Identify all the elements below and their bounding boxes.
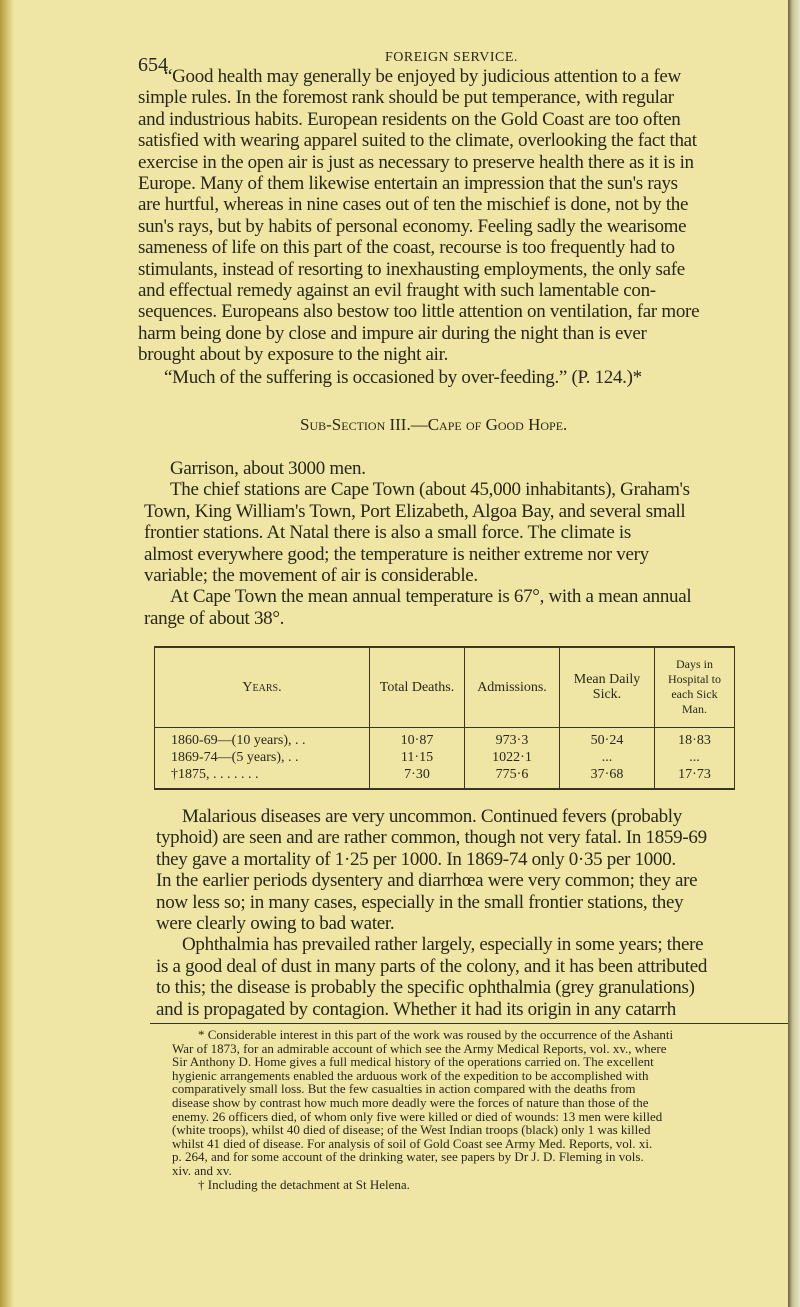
table-cell-value: 18·83 bbox=[678, 733, 711, 749]
page-number: 654 bbox=[138, 54, 168, 76]
next-page-edge bbox=[788, 0, 800, 1307]
text-line: brought about by exposure to the night air. bbox=[138, 344, 449, 366]
col-header-admissions: Admissions. bbox=[465, 647, 560, 727]
text-line: War of 1873, for an admirable account of which see the Army Medical Reports, vol. xv., where bbox=[172, 1040, 667, 1056]
footnotes bbox=[172, 1028, 673, 1191]
col-header-days-in-hospital: Days in Hospital to each Sick Man. bbox=[655, 647, 735, 727]
statistics-table bbox=[154, 646, 735, 790]
text-line: typhoid) are seen and are rather common, though not very fatal. In 1859-69 bbox=[156, 827, 707, 849]
table-cell-value: 11·15 bbox=[400, 750, 434, 766]
cell-mean-daily-sick bbox=[560, 727, 655, 789]
cell-admissions bbox=[465, 727, 560, 789]
text-line: frontier stations. At Natal there is also a small force. The climate is bbox=[144, 522, 631, 544]
text-line: disease show by contrast how much more deadly were the forces of nature than those of the bbox=[172, 1094, 649, 1110]
table-cell-value: ... bbox=[689, 750, 700, 766]
text-line: Sir Anthony D. Home gives a full medical history of the operations carried on. The excellent bbox=[172, 1054, 654, 1070]
text-line: and effectual remedy against an evil fraught with such lamentable con- bbox=[138, 280, 656, 302]
text-line: In the earlier periods dysentery and diarrhœa were very common; they are bbox=[156, 870, 698, 892]
table-cell-value: 37·68 bbox=[590, 767, 624, 783]
text-line: are hurtful, whereas in nine cases out of ten the mischief is done, not by the bbox=[138, 194, 689, 216]
text-line: variable; the movement of air is considerable. bbox=[144, 565, 478, 587]
table-cell-value: ... bbox=[601, 750, 613, 766]
table-cell-value: 50·24 bbox=[590, 733, 624, 749]
text-line: xiv. and xv. bbox=[172, 1162, 232, 1178]
cell-deaths bbox=[370, 727, 465, 789]
text-line: comparatively small loss. But the few casualties in action compared with the deaths from bbox=[172, 1081, 636, 1097]
text-line: Garrison, about 3000 men. bbox=[170, 458, 366, 479]
table-cell-value: 1022·1 bbox=[492, 750, 532, 766]
table-cell-value: 1869-74—(5 years), . . bbox=[171, 750, 299, 766]
text-line: Malarious diseases are very uncommon. Continued fevers (probably bbox=[182, 806, 682, 827]
running-head: FOREIGN SERVICE. bbox=[385, 50, 518, 65]
text-line: satisfied with wearing apparel suited to the climate, overlooking the fact that bbox=[138, 130, 697, 152]
text-line: (white troops), whilst 40 died of disease; of the West Indian troops (black) only 1 was killed bbox=[172, 1122, 651, 1138]
text-line: Ophthalmia has prevailed rather largely, especially in some years; there bbox=[182, 934, 704, 956]
subsection-heading: Sub-Section III.—Cape of Good Hope. bbox=[300, 415, 568, 434]
col-header-deaths: Total Deaths. bbox=[370, 647, 465, 727]
text-line: and industrious habits. European residents on the Gold Coast are too often bbox=[138, 108, 681, 130]
text-line: * Considerable interest in this part of the work was roused by the occurrence of the Ashanti bbox=[198, 1027, 674, 1042]
table-cell-value: 10·87 bbox=[400, 733, 434, 749]
quote-overfeeding: “Much of the suffering is occasioned by over-feeding.” (P. 124.)* bbox=[164, 367, 642, 388]
text-line: almost everywhere good; the temperature is neither extreme nor very bbox=[144, 543, 649, 565]
paragraph-cape bbox=[144, 458, 691, 629]
text-line: were clearly owing to bad water. bbox=[156, 913, 395, 935]
text-line: Town, King William's Town, Port Elizabeth, Algoa Bay, and several small bbox=[144, 500, 686, 522]
text-line: sun's rays, but by habits of personal economy. Feeling sadly the wearisome bbox=[138, 215, 687, 237]
text-line: and is propagated by contagion. Whether it had its origin in any catarrh bbox=[156, 998, 676, 1020]
text-line: Europe. Many of them likewise entertain an impression that the sun's rays bbox=[138, 173, 678, 195]
table-cell-value: 1860-69—(10 years), . . bbox=[171, 733, 306, 749]
cell-days-in-hospital bbox=[655, 727, 735, 789]
table-cell-value: 973·3 bbox=[495, 733, 529, 749]
text-line: range of about 38°. bbox=[144, 607, 285, 629]
col-header-years: Years. bbox=[155, 647, 370, 727]
text-line: hygienic arrangements enabled the arduous work of the expedition to be accomplished with bbox=[172, 1067, 649, 1083]
cell-years bbox=[155, 727, 370, 789]
table-cell-value: 17·73 bbox=[678, 767, 711, 783]
text-line: they gave a mortality of 1·25 per 1000. In 1869-74 only 0·35 per 1000. bbox=[156, 848, 676, 870]
text-line: The chief stations are Cape Town (about 45,000 inhabitants), Graham's bbox=[170, 479, 690, 501]
table-cell-value: 7·30 bbox=[404, 767, 430, 783]
text-line: At Cape Town the mean annual temperature is 67°, with a mean annual bbox=[170, 586, 692, 608]
footnote-rule bbox=[150, 1023, 788, 1024]
text-line: sameness of life on this part of the coast, recourse is too frequently had to bbox=[138, 237, 675, 259]
text-line: “Good health may generally be enjoyed by judicious attention to a few bbox=[164, 66, 681, 87]
text-line: to this; the disease is probably the specific ophthalmia (grey granulations) bbox=[156, 977, 695, 999]
text-line: stimulants, instead of resorting to inexhausting employments, the only safe bbox=[138, 258, 685, 280]
text-line: † Including the detachment at St Helena. bbox=[198, 1176, 410, 1192]
paragraph-gold-coast-quote bbox=[138, 66, 699, 366]
text-line: whilst 41 died of disease. For analysis of soil of Gold Coast see Army Med. Reports, vol. xi. bbox=[172, 1135, 653, 1151]
text-line: enemy. 26 officers died, of whom only five were killed or died of wounds: 13 men were killed bbox=[172, 1108, 663, 1124]
text-line: simple rules. In the foremost rank should be put temperance, with regular bbox=[138, 87, 674, 109]
text-line: exercise in the open air is just as necessary to preserve health there as it is in bbox=[138, 151, 694, 173]
paragraph-diseases bbox=[156, 806, 707, 1020]
col-header-mean-daily-sick: Mean Daily Sick. bbox=[560, 647, 655, 727]
text-line: harm being done by close and impure air during the night than is ever bbox=[138, 322, 647, 344]
text-line: p. 264, and for some account of the drinking water, see papers by Dr J. D. Fleming in vols. bbox=[172, 1149, 644, 1165]
table-cell-value: †1875, . . . . . . . bbox=[171, 767, 259, 783]
text-line: is a good deal of dust in many parts of the colony, and it has been attributed bbox=[156, 955, 708, 977]
text-line: now less so; in many cases, especially in the small frontier stations, they bbox=[156, 891, 684, 913]
table-cell-value: 775·6 bbox=[495, 767, 529, 783]
text-line: sequences. Europeans also bestow too little attention on ventilation, far more bbox=[138, 301, 700, 323]
